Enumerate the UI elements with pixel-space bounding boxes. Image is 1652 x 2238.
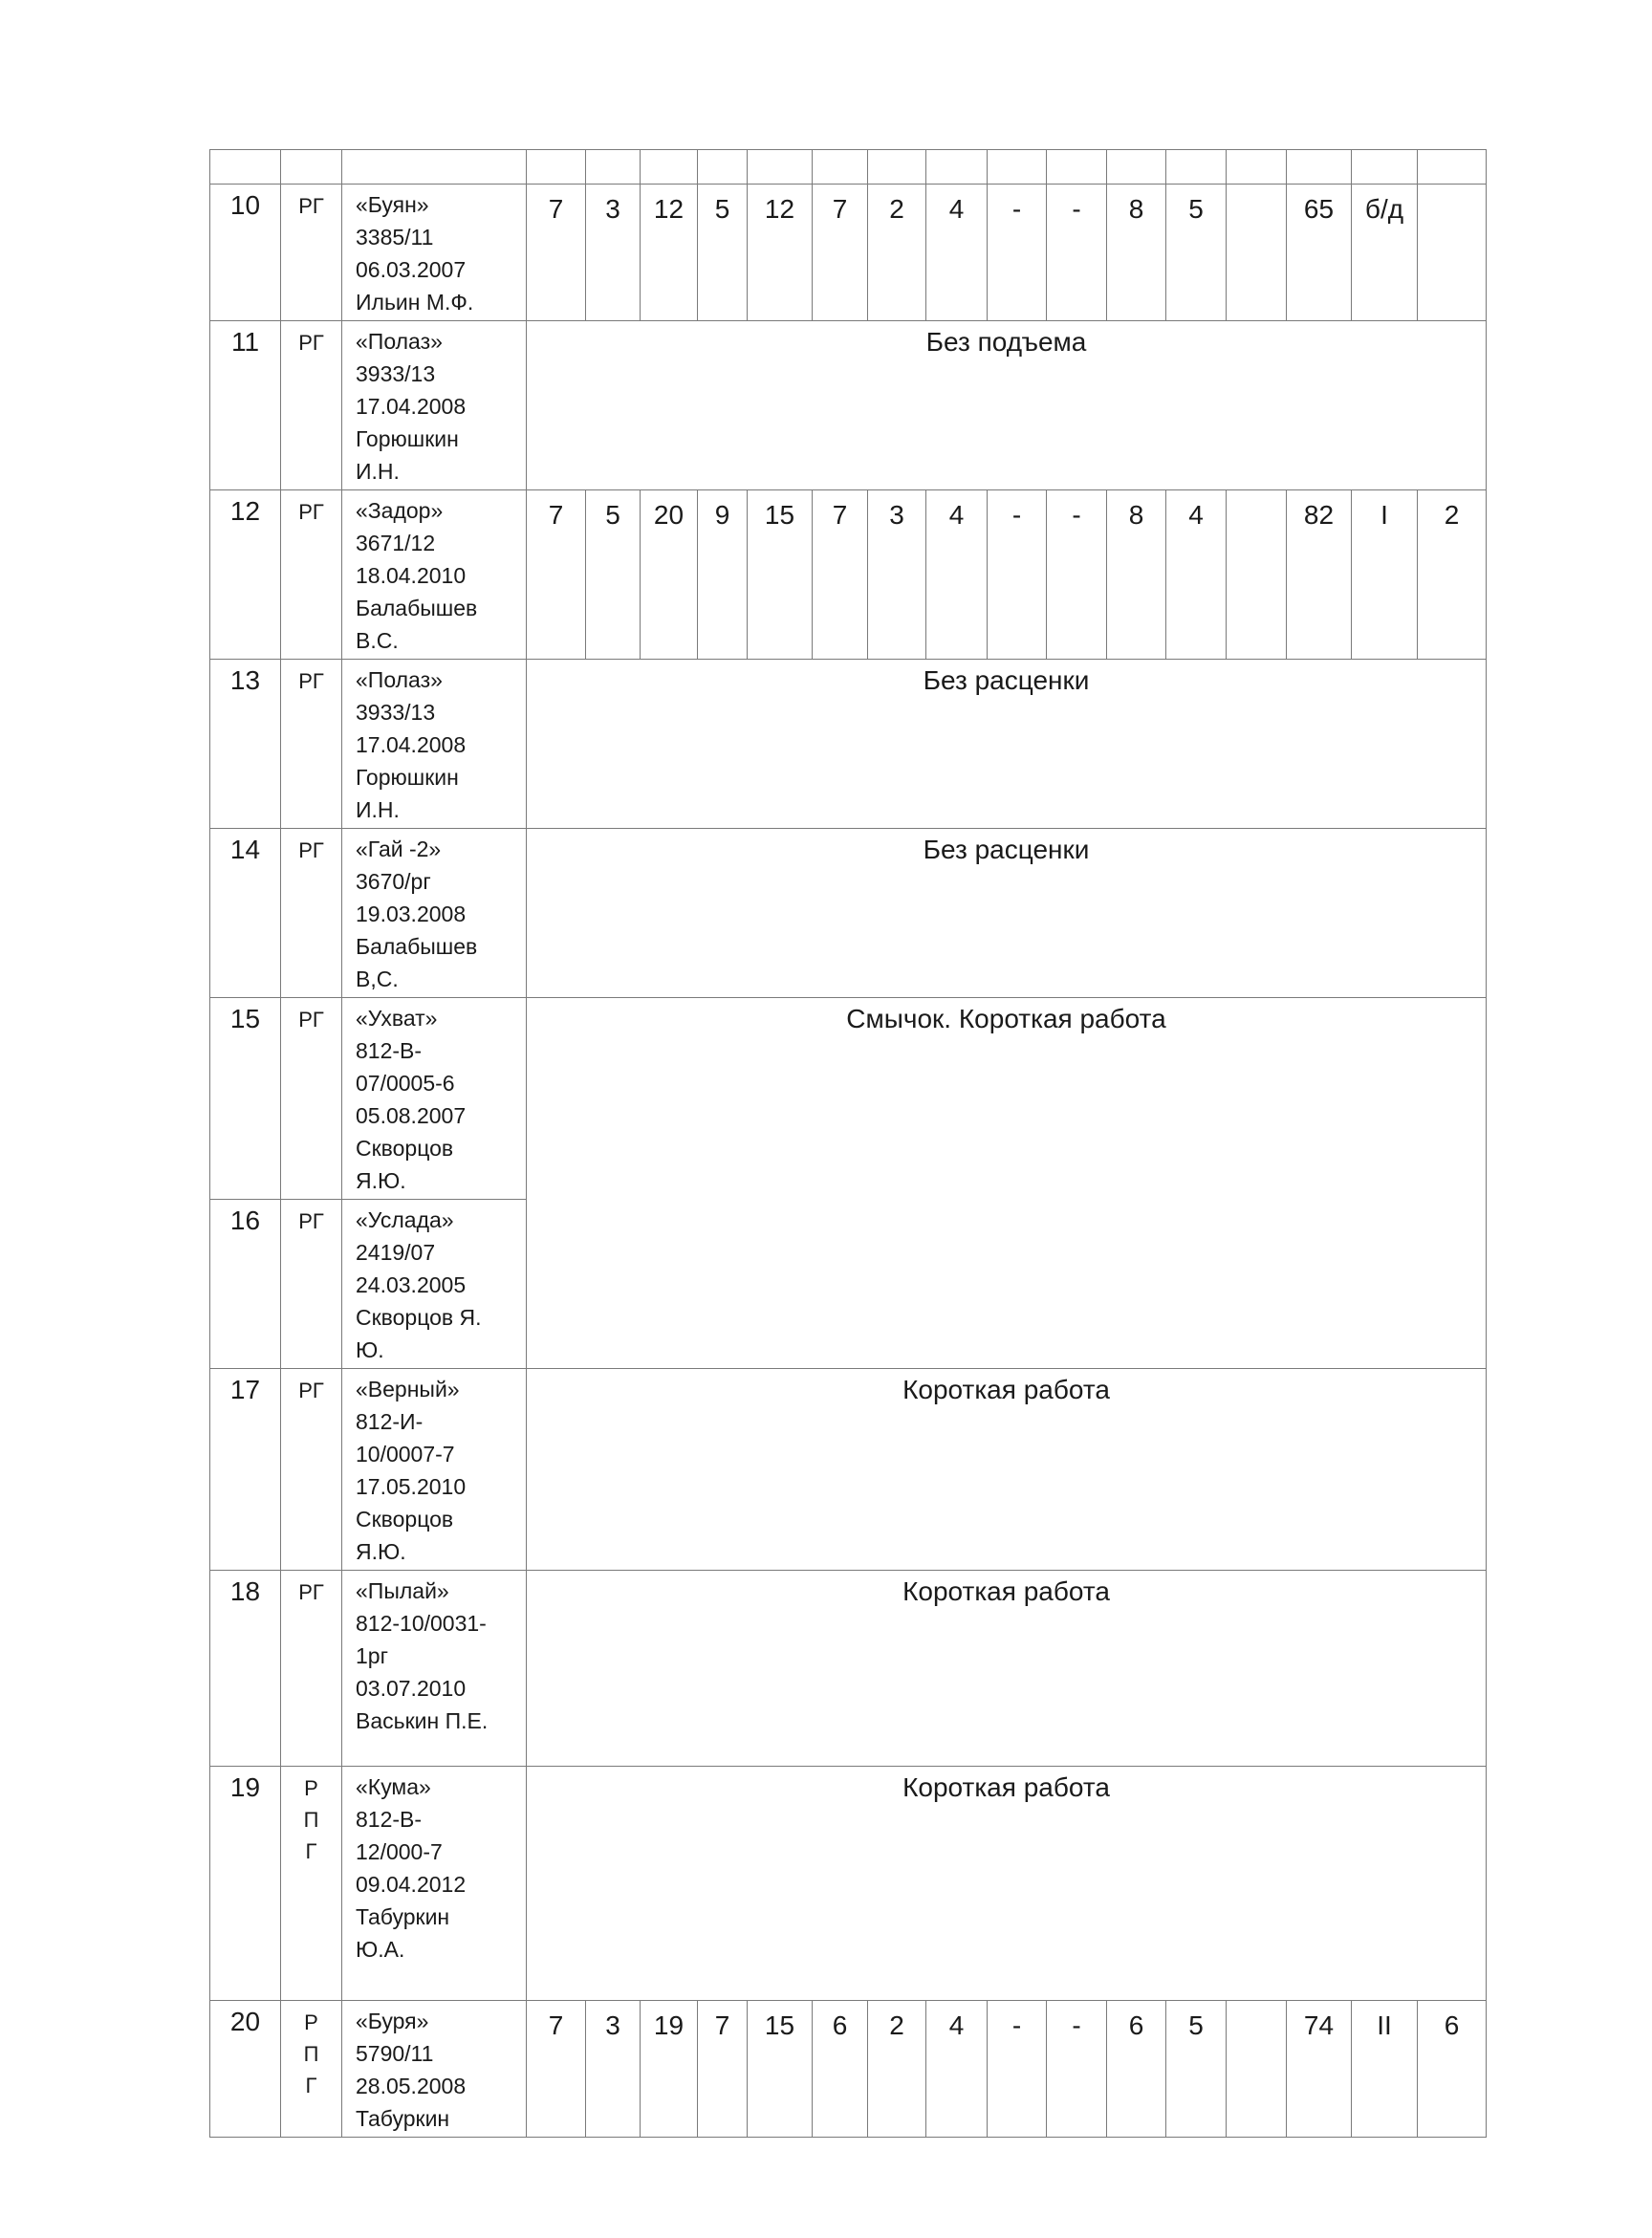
breed-type-line: РГ <box>298 1580 324 1604</box>
dog-info-line: 28.05.2008 <box>356 2074 467 2098</box>
dog-info <box>342 1571 527 1767</box>
table-row <box>210 1571 1487 1767</box>
score-cell: 6 <box>1418 2001 1487 2138</box>
dog-info-line: 3933/13 <box>356 700 436 725</box>
score-cell: - <box>1047 2001 1107 2138</box>
score-cell: 7 <box>813 185 868 321</box>
header-cell <box>342 150 527 185</box>
table-row <box>210 185 1487 321</box>
breed-type <box>281 1571 342 1767</box>
score-cell: 7 <box>527 2001 586 2138</box>
breed-type-line: РГ <box>298 1379 324 1402</box>
score-cell: 5 <box>1166 2001 1227 2138</box>
dog-info-line: 2419/07 <box>356 1240 436 1265</box>
dog-info <box>342 660 527 829</box>
score-cell: I <box>1352 490 1418 660</box>
dog-info-line: Табуркин <box>356 1904 450 1929</box>
dog-info <box>342 321 527 490</box>
breed-type-line: РГ <box>298 500 324 524</box>
score-cell: 19 <box>641 2001 698 2138</box>
dog-info-line: 812-В- <box>356 1807 423 1832</box>
dog-info-line: 09.04.2012 <box>356 1872 467 1897</box>
score-cell <box>1227 490 1287 660</box>
header-cell <box>868 150 926 185</box>
dog-info-line: 07/0005-6 <box>356 1071 455 1096</box>
score-cell: б/д <box>1352 185 1418 321</box>
remark-cell: Короткая работа <box>527 1369 1487 1571</box>
dog-info-line: 17.04.2008 <box>356 394 467 419</box>
score-cell: 15 <box>748 490 813 660</box>
header-cell <box>586 150 641 185</box>
dog-info-line: «Гай -2» <box>356 837 442 861</box>
dog-info-line: Ю. <box>356 1337 384 1362</box>
score-cell <box>1227 2001 1287 2138</box>
remark-cell: Короткая работа <box>527 1571 1487 1767</box>
score-cell: 4 <box>926 490 988 660</box>
score-cell: 4 <box>926 2001 988 2138</box>
table-row <box>210 490 1487 660</box>
score-cell: 15 <box>748 2001 813 2138</box>
score-cell: 9 <box>698 490 748 660</box>
score-cell: 6 <box>1107 2001 1166 2138</box>
table-row <box>210 998 1487 1200</box>
dog-info <box>342 1767 527 2001</box>
score-cell: 7 <box>698 2001 748 2138</box>
table-row <box>210 321 1487 490</box>
dog-info-line: 18.04.2010 <box>356 563 467 588</box>
table-row <box>210 1369 1487 1571</box>
table-row <box>210 829 1487 998</box>
header-cell <box>527 150 586 185</box>
dog-info-line: 17.04.2008 <box>356 732 467 757</box>
dog-info-line: 19.03.2008 <box>356 902 467 926</box>
score-cell: 2 <box>868 2001 926 2138</box>
dog-info-line: 5790/11 <box>356 2041 434 2066</box>
header-cell <box>641 150 698 185</box>
breed-type <box>281 2001 342 2138</box>
score-cell: - <box>988 185 1047 321</box>
dog-info-line: 3933/13 <box>356 361 436 386</box>
dog-info-line: «Буян» <box>356 192 429 217</box>
score-cell: 7 <box>813 490 868 660</box>
score-cell: 2 <box>868 185 926 321</box>
score-cell: 74 <box>1287 2001 1352 2138</box>
dog-info-line: Горюшкин <box>356 765 459 790</box>
score-cell: 4 <box>926 185 988 321</box>
dog-info-line: 12/000-7 <box>356 1839 443 1864</box>
dog-info-line: «Буря» <box>356 2009 429 2033</box>
header-cell <box>1227 150 1287 185</box>
dog-info <box>342 490 527 660</box>
dog-info-line: Ю.А. <box>356 1937 405 1962</box>
score-cell: 5 <box>586 490 641 660</box>
row-number: 19 <box>210 1767 281 2001</box>
dog-info-line: Я.Ю. <box>356 1168 406 1193</box>
dog-info-line: И.Н. <box>356 797 400 822</box>
dog-info-line: «Полаз» <box>356 329 443 354</box>
breed-type-line: П <box>303 1808 319 1832</box>
score-cell: II <box>1352 2001 1418 2138</box>
header-cell <box>1107 150 1166 185</box>
dog-info-line: Балабышев <box>356 596 478 620</box>
breed-type-line: РГ <box>298 194 324 218</box>
score-cell: - <box>988 2001 1047 2138</box>
breed-type-line: РГ <box>298 331 324 355</box>
dog-info-line: В.С. <box>356 628 399 653</box>
score-cell: 4 <box>1166 490 1227 660</box>
dog-info-line: «Задор» <box>356 498 444 523</box>
score-cell: 5 <box>1166 185 1227 321</box>
dog-info-line: «Полаз» <box>356 667 443 692</box>
header-cell <box>926 150 988 185</box>
row-number: 13 <box>210 660 281 829</box>
dog-info-line: Я.Ю. <box>356 1539 406 1564</box>
score-cell: 82 <box>1287 490 1352 660</box>
dog-info-line: «Верный» <box>356 1377 460 1401</box>
score-cell: 5 <box>698 185 748 321</box>
row-number: 12 <box>210 490 281 660</box>
breed-type-line: РГ <box>298 1008 324 1032</box>
breed-type <box>281 660 342 829</box>
score-cell: - <box>1047 490 1107 660</box>
score-cell: 3 <box>586 185 641 321</box>
breed-type <box>281 1369 342 1571</box>
dog-info-line: 812-10/0031- <box>356 1611 487 1636</box>
header-row <box>210 150 1487 185</box>
score-cell: 7 <box>527 490 586 660</box>
breed-type <box>281 829 342 998</box>
header-cell <box>988 150 1047 185</box>
dog-info-line: Горюшкин <box>356 426 459 451</box>
score-cell: 65 <box>1287 185 1352 321</box>
dog-info-line: 812-И- <box>356 1409 424 1434</box>
dog-info-line: И.Н. <box>356 459 400 484</box>
breed-type <box>281 321 342 490</box>
dog-info-line: Ильин М.Ф. <box>356 290 474 315</box>
header-cell <box>1418 150 1487 185</box>
row-number: 17 <box>210 1369 281 1571</box>
header-cell <box>813 150 868 185</box>
breed-type <box>281 185 342 321</box>
row-number: 11 <box>210 321 281 490</box>
breed-type <box>281 1200 342 1369</box>
header-cell <box>210 150 281 185</box>
score-cell <box>1227 185 1287 321</box>
dog-info-line: 06.03.2007 <box>356 257 467 282</box>
dog-info <box>342 1369 527 1571</box>
dog-info-line: Скворцов <box>356 1136 454 1161</box>
breed-type <box>281 1767 342 2001</box>
score-cell: 6 <box>813 2001 868 2138</box>
dog-info-line: Скворцов <box>356 1507 454 1532</box>
breed-type-line: П <box>303 2042 319 2066</box>
score-cell: 3 <box>868 490 926 660</box>
header-cell <box>748 150 813 185</box>
table-row <box>210 660 1487 829</box>
header-cell <box>281 150 342 185</box>
dog-info-line: 3385/11 <box>356 225 434 250</box>
dog-info-line: «Пылай» <box>356 1578 449 1603</box>
header-cell <box>1047 150 1107 185</box>
row-number: 20 <box>210 2001 281 2138</box>
table-row <box>210 1767 1487 2001</box>
table-row <box>210 2001 1487 2138</box>
breed-type <box>281 490 342 660</box>
dog-info-line: 1рг <box>356 1643 388 1668</box>
header-cell <box>1287 150 1352 185</box>
score-cell: - <box>988 490 1047 660</box>
breed-type-line: Г <box>305 1839 317 1863</box>
dog-info-line: 10/0007-7 <box>356 1442 455 1467</box>
score-cell <box>1418 185 1487 321</box>
breed-type-line: Р <box>304 1776 318 1800</box>
results-table <box>209 149 1487 2138</box>
dog-info <box>342 185 527 321</box>
dog-info-line: 17.05.2010 <box>356 1474 467 1499</box>
score-cell: - <box>1047 185 1107 321</box>
remark-cell: Без подъема <box>527 321 1487 490</box>
row-number: 18 <box>210 1571 281 1767</box>
dog-info-line: «Услада» <box>356 1207 454 1232</box>
dog-info-line: В,С. <box>356 967 399 991</box>
breed-type-line: Р <box>304 2010 318 2034</box>
dog-info-line: 03.07.2010 <box>356 1676 467 1701</box>
dog-info-line: Скворцов Я. <box>356 1305 482 1330</box>
dog-info <box>342 829 527 998</box>
score-cell: 12 <box>641 185 698 321</box>
score-cell: 2 <box>1418 490 1487 660</box>
score-cell: 12 <box>748 185 813 321</box>
dog-info-line: «Ухват» <box>356 1006 438 1031</box>
header-cell <box>1352 150 1418 185</box>
dog-info-line: 05.08.2007 <box>356 1103 467 1128</box>
score-cell: 20 <box>641 490 698 660</box>
dog-info <box>342 998 527 1200</box>
breed-type-line: Г <box>305 2074 317 2097</box>
dog-info-line: «Кума» <box>356 1774 431 1799</box>
row-number: 16 <box>210 1200 281 1369</box>
breed-type <box>281 998 342 1200</box>
row-number: 15 <box>210 998 281 1200</box>
dog-info-line: Балабышев <box>356 934 478 959</box>
row-number: 14 <box>210 829 281 998</box>
header-cell <box>698 150 748 185</box>
breed-type-line: РГ <box>298 1209 324 1233</box>
dog-info-line: 3670/рг <box>356 869 431 894</box>
row-number: 10 <box>210 185 281 321</box>
remark-cell: Короткая работа <box>527 1767 1487 2001</box>
score-cell: 8 <box>1107 185 1166 321</box>
header-cell <box>1166 150 1227 185</box>
breed-type-line: РГ <box>298 669 324 693</box>
remark-cell: Смычок. Короткая работа <box>527 998 1487 1369</box>
remark-cell: Без расценки <box>527 829 1487 998</box>
dog-info <box>342 1200 527 1369</box>
dog-info-line: 3671/12 <box>356 531 436 555</box>
breed-type-line: РГ <box>298 838 324 862</box>
remark-cell: Без расценки <box>527 660 1487 829</box>
dog-info-line: 812-В- <box>356 1038 423 1063</box>
dog-info-line: Табуркин <box>356 2106 450 2131</box>
score-cell: 8 <box>1107 490 1166 660</box>
dog-info-line: 24.03.2005 <box>356 1272 467 1297</box>
dog-info <box>342 2001 527 2138</box>
dog-info-line: Васькин П.Е. <box>356 1708 489 1733</box>
score-cell: 3 <box>586 2001 641 2138</box>
score-cell: 7 <box>527 185 586 321</box>
